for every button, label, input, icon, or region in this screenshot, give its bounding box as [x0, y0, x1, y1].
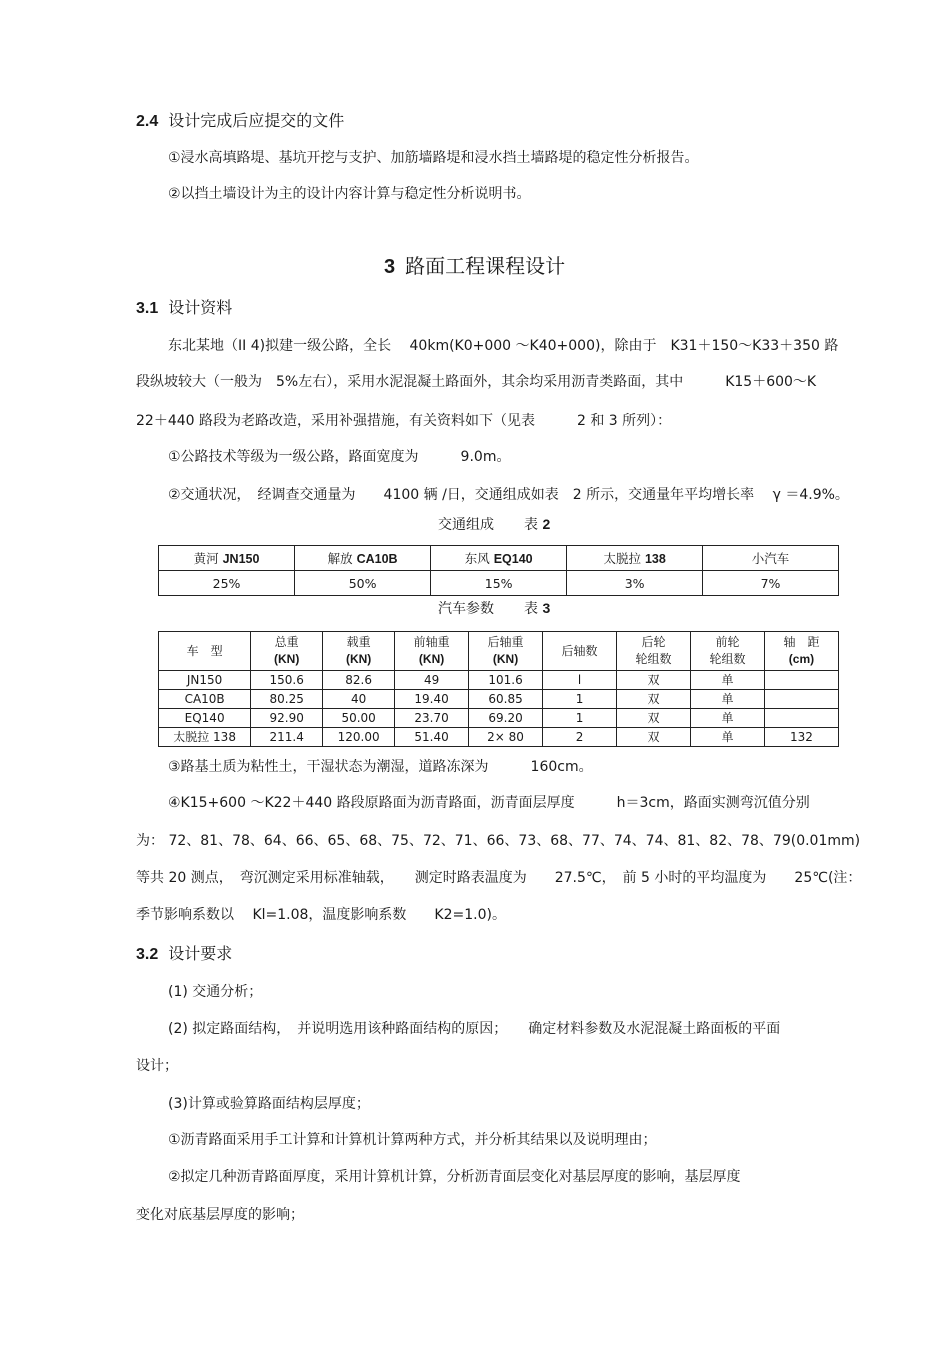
table-cell: 82.6 — [323, 671, 395, 690]
table-cell: 69.20 — [469, 709, 543, 728]
table-cell: 23.70 — [395, 709, 469, 728]
traffic-composition-table — [158, 545, 839, 596]
table-cell: 101.6 — [469, 671, 543, 690]
value-cell: 50% — [295, 571, 431, 596]
table-3-caption — [438, 599, 550, 618]
header-cell: 后轴重 (KN) — [469, 632, 543, 671]
table-cell — [764, 671, 838, 690]
header-cell: 后轴数 — [543, 632, 617, 671]
table-cell: 双 — [617, 690, 691, 709]
requirement-line: (3)计算或验算路面结构层厚度； — [168, 1096, 370, 1112]
section-number: 3.2 — [136, 946, 159, 963]
table-cell: 40 — [323, 690, 395, 709]
table-cell: 单 — [690, 690, 764, 709]
header-cell: 解放 CA10B — [295, 546, 431, 571]
table-cell: 双 — [617, 671, 691, 690]
table-cell: 1 — [543, 709, 617, 728]
header-cell: 轴 距 (cm) — [764, 632, 838, 671]
table-cell: 132 — [764, 728, 838, 747]
section-3-2-heading — [136, 945, 232, 964]
header-cell: 黄河 JN150 — [159, 546, 295, 571]
table-cell: 49 — [395, 671, 469, 690]
table-cell: 50.00 — [323, 709, 395, 728]
section-number: 2.4 — [136, 113, 159, 130]
table-cell: JN150 — [159, 671, 251, 690]
table-cell: 51.40 — [395, 728, 469, 747]
chapter-number: 3 — [384, 256, 396, 278]
requirement-line: ②拟定几种沥青路面厚度，采用计算机计算，分析沥青面层变化对基层厚度的影响，基层厚度 — [168, 1169, 741, 1185]
item-1: ①公路技术等级为一级公路，路面宽度为 9.0m。 — [168, 449, 511, 465]
table-cell: EQ140 — [159, 709, 251, 728]
item-4-line: 等共 20 测点， 弯沉测定采用标准轴载， 测定时路表温度为 27.5℃， 前 5 小时的平均温度为 25℃(注： — [136, 870, 862, 886]
caption-number: 3 — [542, 600, 551, 616]
caption-number: 2 — [542, 516, 551, 532]
paragraph-line: 段纵坡较大（一般为 5%左右），采用水泥混凝土路面外，其余均采用沥青类路面，其中 K15＋600～K — [136, 374, 817, 390]
item-3: ③路基土质为粘性土，干湿状态为潮湿，道路冻深为 160cm。 — [168, 759, 593, 775]
table-cell: 120.00 — [323, 728, 395, 747]
item-4-line: 为： 72、81、78、64、66、65、68、75、72、71、66、73、68、77、74、74、81、82、78、79(0.01mm) — [136, 833, 861, 849]
header-cell: 太脱拉 138 — [567, 546, 703, 571]
chapter-title: 路面工程课程设计 — [405, 254, 566, 278]
table-cell: l — [543, 671, 617, 690]
header-cell: 总重 (KN) — [251, 632, 323, 671]
table-cell: 211.4 — [251, 728, 323, 747]
value-cell: 7% — [703, 571, 839, 596]
item-2: ②交通状况， 经调查交通量为 4100 辆 /日，交通组成如表 2 所示，交通量年平均增长率 γ ＝4.9%。 — [168, 487, 849, 503]
table-row — [159, 571, 839, 596]
header-cell: 车 型 — [159, 632, 251, 671]
requirement-line: ①沥青路面采用手工计算和计算机计算两种方式，并分析其结果以及说明理由； — [168, 1132, 657, 1148]
table-cell: 150.6 — [251, 671, 323, 690]
caption-text: 汽车参数 — [438, 601, 494, 617]
caption-label: 表 — [524, 517, 538, 533]
requirement-line: 设计； — [136, 1058, 178, 1074]
header-cell: 后轮 轮组数 — [617, 632, 691, 671]
table-cell: 80.25 — [251, 690, 323, 709]
section-2-4-item-2: ②以挡土墙设计为主的设计内容计算与稳定性分析说明书。 — [168, 186, 531, 202]
caption-label: 表 — [524, 601, 538, 617]
table-2-caption — [438, 515, 550, 534]
table-row — [159, 671, 839, 690]
caption-text: 交通组成 — [438, 517, 494, 533]
table-cell — [764, 709, 838, 728]
header-cell: 前轴重 (KN) — [395, 632, 469, 671]
value-cell: 15% — [431, 571, 567, 596]
table-cell: 2 — [543, 728, 617, 747]
section-title: 设计要求 — [168, 944, 233, 963]
section-2-4-heading — [136, 112, 344, 131]
table-cell: CA10B — [159, 690, 251, 709]
vehicle-parameters-table — [158, 631, 839, 747]
table-cell: 60.85 — [469, 690, 543, 709]
header-cell: 东风 EQ140 — [431, 546, 567, 571]
table-row — [159, 690, 839, 709]
header-cell: 小汽车 — [703, 546, 839, 571]
section-number: 3.1 — [136, 300, 159, 317]
section-title: 设计资料 — [168, 298, 233, 317]
table-cell: 1 — [543, 690, 617, 709]
table-row — [159, 709, 839, 728]
table-cell: 单 — [690, 728, 764, 747]
table-cell: 2× 80 — [469, 728, 543, 747]
table-cell: 双 — [617, 709, 691, 728]
section-3-1-heading — [136, 299, 232, 318]
item-4-line: 季节影响系数以 Kl=1.08，温度影响系数 K2=1.0)。 — [136, 907, 506, 923]
table-header-row — [159, 546, 839, 571]
header-cell: 载重 (KN) — [323, 632, 395, 671]
table-cell: 19.40 — [395, 690, 469, 709]
table-cell: 单 — [690, 671, 764, 690]
value-cell: 25% — [159, 571, 295, 596]
table-cell: 双 — [617, 728, 691, 747]
section-title: 设计完成后应提交的文件 — [168, 111, 345, 130]
requirement-line: 变化对底基层厚度的影响； — [136, 1207, 304, 1223]
chapter-3-heading — [384, 254, 565, 279]
table-cell: 92.90 — [251, 709, 323, 728]
paragraph-line: 22＋440 路段为老路改造，采用补强措施，有关资料如下（见表 2 和 3 所列）： — [136, 413, 672, 429]
table-row — [159, 728, 839, 747]
paragraph-line: 东北某地（II 4)拟建一级公路，全长 40km(K0+000 ～K40+000)，除由于 K31＋150～K33＋350 路 — [168, 338, 839, 354]
table-header-row — [159, 632, 839, 671]
section-2-4-item-1: ①浸水高填路堤、基坑开挖与支护、加筋墙路堤和浸水挡土墙路堤的稳定性分析报告。 — [168, 150, 699, 166]
value-cell: 3% — [567, 571, 703, 596]
requirement-line: (2) 拟定路面结构， 并说明选用该种路面结构的原因； 确定材料参数及水泥混凝土路面板的平面 — [168, 1021, 781, 1037]
table-cell: 单 — [690, 709, 764, 728]
table-cell — [764, 690, 838, 709]
table-cell: 太脱拉 138 — [159, 728, 251, 747]
header-cell: 前轮 轮组数 — [690, 632, 764, 671]
requirement-line: (1) 交通分析； — [168, 984, 263, 1000]
item-4-line: ④K15+600 ～K22＋440 路段原路面为沥青路面，沥青面层厚度 h＝3cm，路面实测弯沉值分别 — [168, 795, 810, 811]
